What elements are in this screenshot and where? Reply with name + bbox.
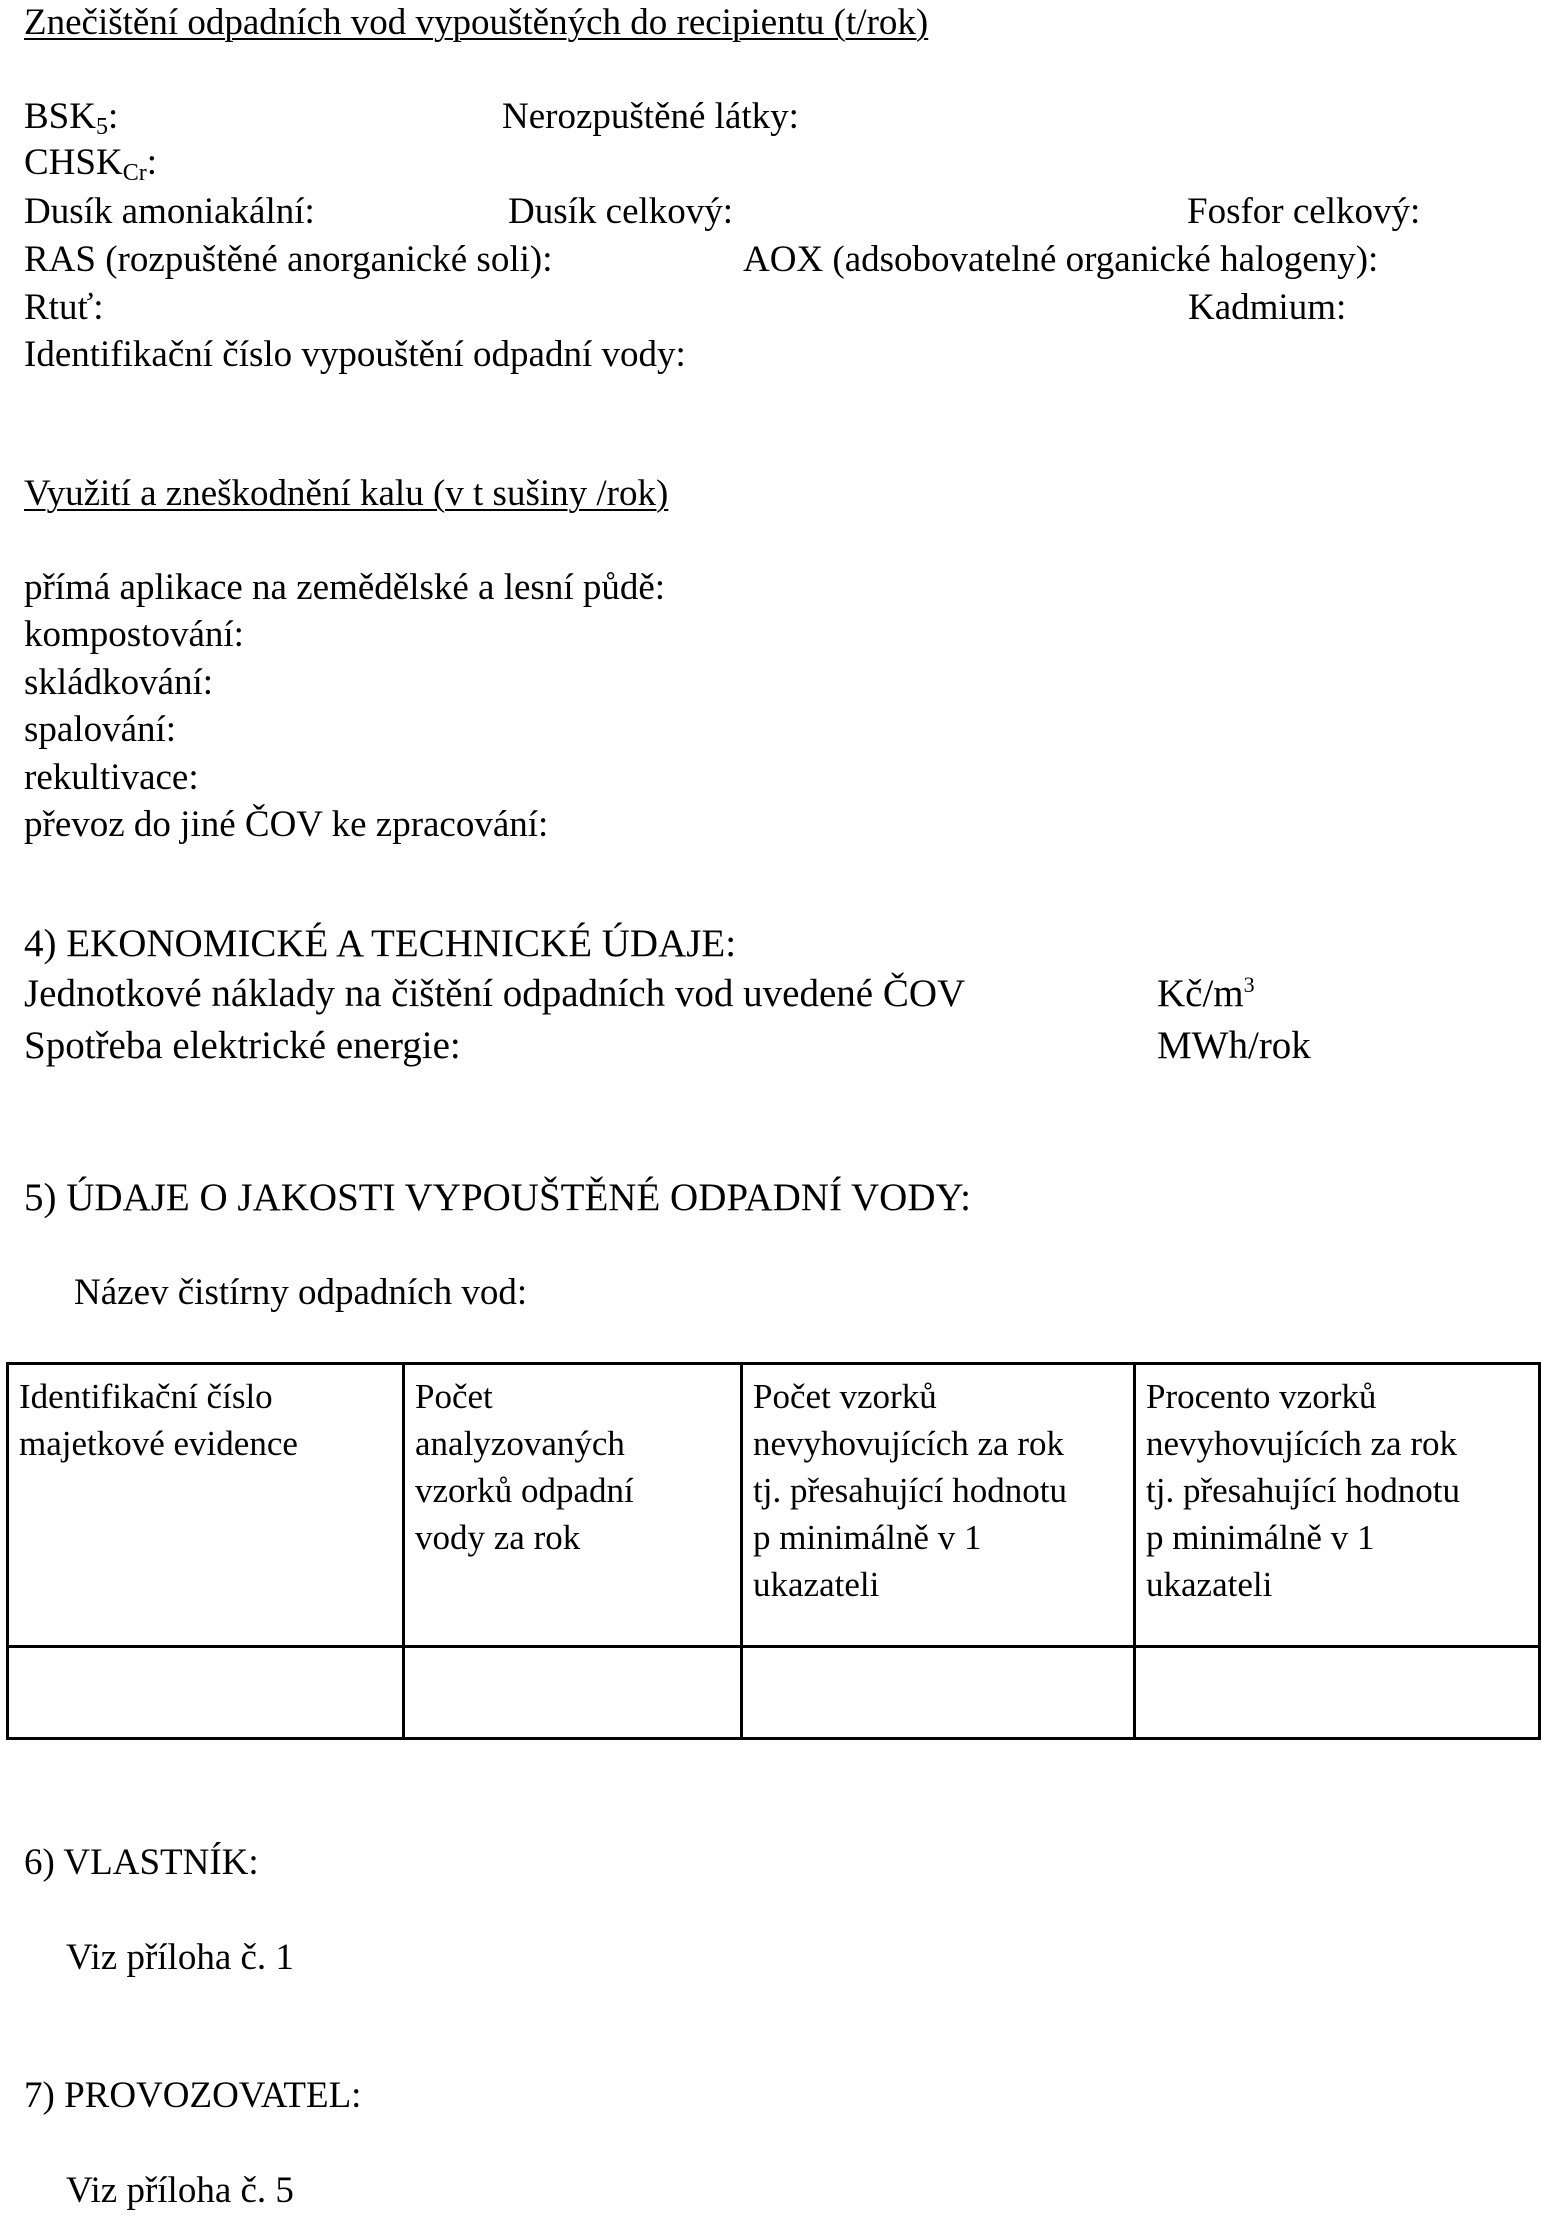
table-cell	[404, 1647, 742, 1739]
owner-value: Viz příloha č. 1	[66, 1937, 294, 1978]
kadmium-label: Kadmium:	[1188, 287, 1347, 328]
quality-table	[6, 1362, 1541, 1740]
table-cell	[1135, 1647, 1540, 1739]
nerozpustene-latky-label: Nerozpuštěné látky:	[502, 96, 799, 137]
operator-value: Viz příloha č. 5	[66, 2170, 294, 2211]
bsk5-label: $BSK_5$:	[24, 96, 119, 140]
header-identifikacni-cislo: Identifikační číslo majetkové evidence	[8, 1364, 404, 1647]
unit-cost-label: Jednotkové náklady na čištění odpadních vod uvedené ČOV	[24, 972, 966, 1015]
header-pocet-analyzovanych: Počet analyzovaných vzorků odpadní vody za rok	[404, 1364, 742, 1647]
electricity-label: Spotřeba elektrické energie:	[24, 1024, 461, 1067]
sludge-item-prima-aplikace: přímá aplikace na zemědělské a lesní půdě:	[24, 567, 666, 608]
aox-label: AOX (adsobovatelné organické halogeny):	[743, 239, 1379, 280]
unit-cost-unit: $Kč/m^3$	[1157, 972, 1255, 1015]
ras-label: RAS (rozpuštěné anorganické soli):	[24, 239, 553, 280]
table-cell	[8, 1647, 404, 1739]
header-pocet-nevyhovujicich: Počet vzorků nevyhovujících za rok tj. přesahující hodnotu p minimálně v 1 ukazateli	[742, 1364, 1135, 1647]
rtut-label: Rtuť:	[24, 287, 104, 328]
sludge-title: Využití a zneškodnění kalu (v t sušiny /rok)	[24, 473, 669, 514]
sludge-item-rekultivace: rekultivace:	[24, 757, 199, 798]
sludge-item-prevoz: převoz do jiné ČOV ke zpracování:	[24, 804, 549, 845]
section5-heading: 5) ÚDAJE O JAKOSTI VYPOUŠTĚNÉ ODPADNÍ VODY:	[24, 1176, 971, 1219]
wwtp-name-label: Název čistírny odpadních vod:	[74, 1272, 528, 1313]
table-row	[8, 1647, 1540, 1739]
section6-heading: 6) VLASTNÍK:	[24, 1842, 259, 1883]
dusik-amoniakalni-label: Dusík amoniakální:	[24, 191, 315, 232]
fosfor-celkovy-label: Fosfor celkový:	[1187, 191, 1421, 232]
dusik-celkovy-label: Dusík celkový:	[508, 191, 734, 232]
table-header-row	[8, 1364, 1540, 1647]
header-procento-nevyhovujicich: Procento vzorků nevyhovujících za rok tj. přesahující hodnotu p minimálně v 1 ukazateli	[1135, 1364, 1540, 1647]
chsk-label: $CHSK_{Cr}$:	[24, 142, 157, 186]
section7-heading: 7) PROVOZOVATEL:	[24, 2075, 362, 2116]
sludge-item-kompostovani: kompostování:	[24, 614, 244, 655]
sludge-item-skladkovani: skládkování:	[24, 662, 214, 703]
electricity-unit: MWh/rok	[1157, 1024, 1311, 1067]
table-cell	[742, 1647, 1135, 1739]
section4-heading: 4) EKONOMICKÉ A TECHNICKÉ ÚDAJE:	[24, 922, 737, 965]
sludge-item-spalovani: spalování:	[24, 709, 177, 750]
pollution-title: Znečištění odpadních vod vypouštěných do recipientu (t/rok)	[24, 2, 929, 43]
identifikacni-cislo-label: Identifikační číslo vypouštění odpadní vody:	[24, 334, 686, 375]
